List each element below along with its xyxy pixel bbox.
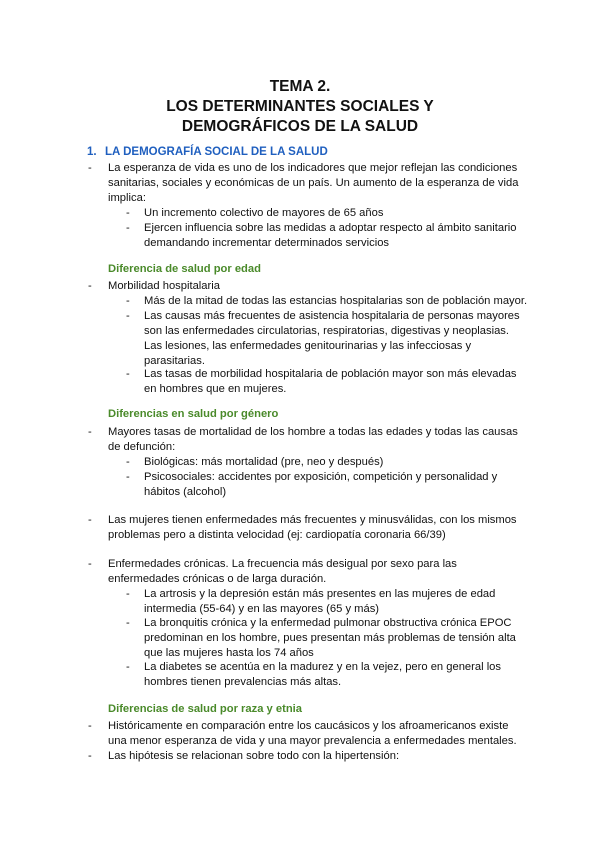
sub-list-item-text: Ejercen influencia sobre las medidas a adoptar respecto al ámbito sanitario demandando incrementar determinados servicios: [144, 222, 517, 249]
sub-list-item: [126, 616, 528, 661]
bullet-dash: -: [126, 222, 130, 234]
sub-list-item-text: La diabetes se acentúa en la madurez y en la vejez, pero en general los hombres tienen prevalencias más altas.: [144, 661, 501, 688]
list-item: [88, 749, 528, 764]
sub-list-item: [126, 470, 528, 500]
subheading-genero: Diferencias en salud por género: [108, 408, 279, 420]
sub-list-item-text: Biológicas: más mortalidad (pre, neo y después): [144, 456, 384, 468]
list-item-text: Morbilidad hospitalaria: [108, 280, 220, 292]
subheading-raza: Diferencias de salud por raza y etnia: [108, 703, 302, 715]
bullet-dash: -: [126, 368, 130, 380]
bullet-dash: -: [126, 661, 130, 673]
bullet-dash: -: [126, 456, 130, 468]
bullet-dash: -: [88, 162, 92, 174]
bullet-dash: -: [88, 426, 92, 438]
list-item-text: La esperanza de vida es uno de los indicadores que mejor reflejan las condiciones sanitarias, sociales y económicas de un país. Un aumento de la esperanza de vida implica:: [108, 162, 519, 204]
bullet-dash: -: [88, 750, 92, 762]
sub-list-item: [126, 294, 528, 309]
title-line-1: TEMA 2.: [269, 78, 331, 95]
bullet-dash: -: [126, 310, 130, 322]
sub-list-item-text: Psicosociales: accidentes por exposición, competición y personalidad y hábitos (alcohol): [144, 471, 498, 498]
title-line-3: DEMOGRÁFICOS DE LA SALUD: [181, 118, 419, 135]
list-item: [88, 279, 528, 294]
sub-list-item-text: La artrosis y la depresión están más presentes en las mujeres de edad intermedia (55-64) y en las mayores (65 y más): [144, 588, 496, 615]
list-item: [88, 425, 528, 455]
bullet-dash: -: [126, 471, 130, 483]
sub-list-item: [126, 587, 528, 617]
title-line-2: LOS DETERMINANTES SOCIALES Y: [166, 98, 434, 115]
bullet-dash: -: [126, 207, 130, 219]
subheading-edad: Diferencia de salud por edad: [108, 263, 261, 275]
sub-list-item: [126, 660, 528, 690]
bullet-dash: -: [88, 720, 92, 732]
list-item-text: Históricamente en comparación entre los caucásicos y los afroamericanos existe una menor esperanza de vida y una mayor prevalencia a enfermedades mentales.: [108, 720, 517, 747]
list-item: [88, 513, 528, 543]
sub-list-item: [126, 309, 528, 369]
sub-list-item-text: Las causas más frecuentes de asistencia hospitalaria de personas mayores son las enfermedades circulatorias, respiratorias, digestivas y neoplasias. Las lesiones, las enfermedades genitourinarias y las infecciosas y parasitarias.: [144, 310, 520, 367]
sub-list-item: [126, 367, 528, 397]
bullet-dash: -: [126, 295, 130, 307]
section-1-title: LA DEMOGRAFÍA SOCIAL DE LA SALUD: [105, 146, 328, 158]
sub-list-item-text: La bronquitis crónica y la enfermedad pulmonar obstructiva crónica EPOC predominan en los hombre, pues presentan más problemas de tensión alta que las mujeres hasta los 74 años: [144, 617, 516, 659]
section-1-heading: [87, 146, 328, 158]
list-item-text: Mayores tasas de mortalidad de los hombre a todas las edades y todas las causas de defunción:: [108, 426, 518, 453]
sub-list-item-text: Más de la mitad de todas las estancias hospitalarias son de población mayor.: [144, 295, 528, 307]
list-item: [88, 161, 528, 206]
sub-list-item-text: Un incremento colectivo de mayores de 65 años: [144, 207, 384, 219]
sub-list-item: [126, 455, 528, 470]
bullet-dash: -: [88, 514, 92, 526]
bullet-dash: -: [126, 617, 130, 629]
section-1-number: 1.: [87, 146, 97, 158]
sub-list-item: [126, 221, 528, 251]
list-item-text: Enfermedades crónicas. La frecuencia más desigual por sexo para las enfermedades crónicas o de larga duración.: [108, 558, 457, 585]
bullet-dash: -: [88, 280, 92, 292]
bullet-dash: -: [88, 558, 92, 570]
sub-list-item-text: Las tasas de morbilidad hospitalaria de población mayor son más elevadas en hombres que en mujeres.: [144, 368, 517, 395]
bullet-dash: -: [126, 588, 130, 600]
sub-list-item: [126, 206, 528, 221]
list-item-text: Las hipótesis se relacionan sobre todo con la hipertensión:: [108, 750, 400, 762]
list-item-text: Las mujeres tienen enfermedades más frecuentes y minusválidas, con los mismos problemas pero a distinta velocidad (ej: cardiopatía coronaria 66/39): [108, 514, 517, 541]
list-item: [88, 557, 528, 587]
list-item: [88, 719, 528, 749]
